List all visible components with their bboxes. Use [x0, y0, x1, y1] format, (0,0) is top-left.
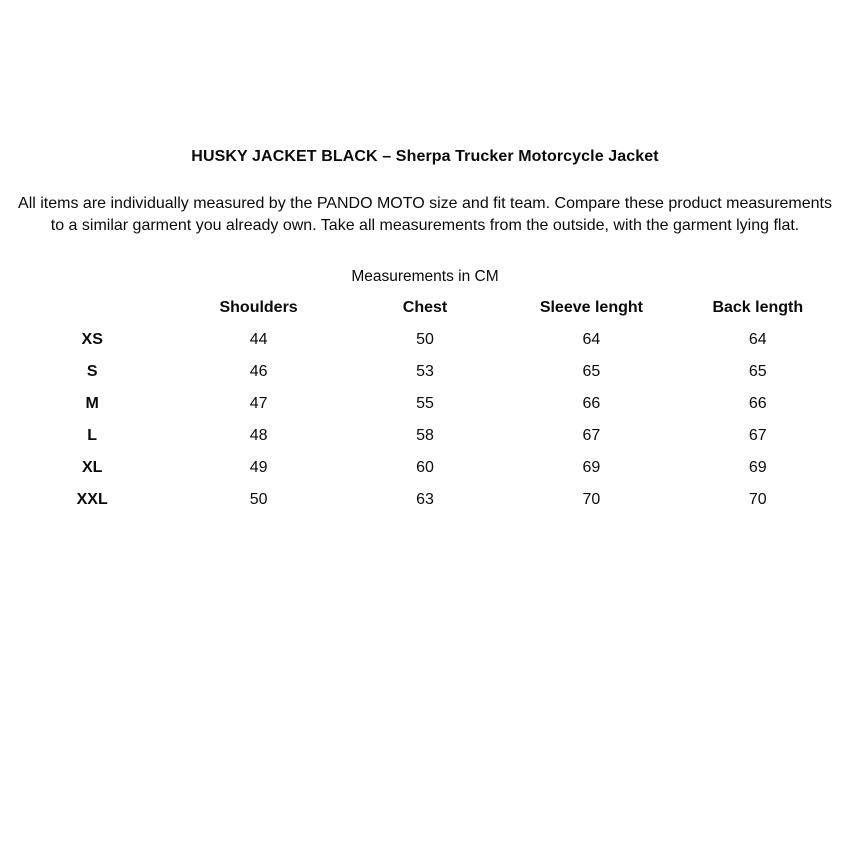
shoulders-value: 44 — [249, 330, 268, 348]
table-row-s — [9, 355, 841, 387]
sleeve-length-value: 67 — [582, 426, 601, 444]
size-table — [9, 291, 841, 515]
table-row-xl — [9, 451, 841, 483]
back-length-value: 65 — [748, 362, 767, 380]
size-label: XXL — [76, 490, 108, 508]
back-length-value: 66 — [748, 394, 767, 412]
back-length-value: 64 — [748, 330, 767, 348]
chest-value: 63 — [416, 490, 434, 508]
chest-value: 60 — [416, 458, 434, 476]
size-label: M — [85, 394, 99, 412]
size-table-header-row — [9, 291, 841, 323]
size-label: XS — [81, 330, 103, 348]
measurement-note: All items are individually measured by the PANDO MOTO size and fit team. Compare these product measurements to a similar garment you already own. Take all measurements from the outside, with the garment lying flat. — [18, 195, 832, 234]
sleeve-length-value: 69 — [582, 458, 601, 476]
shoulders-value: 49 — [249, 458, 268, 476]
chest-value: 58 — [416, 426, 434, 444]
table-row-l — [9, 419, 841, 451]
back-length-value: 70 — [748, 490, 767, 508]
column-header-sleeve-length: Sleeve lenght — [539, 298, 643, 316]
chest-value: 53 — [416, 362, 434, 380]
sleeve-length-value: 66 — [582, 394, 601, 412]
chest-value: 55 — [416, 394, 434, 412]
column-header-back-length: Back length — [712, 298, 804, 316]
table-row-xs — [9, 323, 841, 355]
chest-value: 50 — [416, 330, 434, 348]
sleeve-length-value: 65 — [582, 362, 601, 380]
size-label: XL — [81, 458, 103, 476]
table-row-xxl — [9, 483, 841, 515]
page-title: HUSKY JACKET BLACK – Sherpa Trucker Motorcycle Jacket — [191, 148, 659, 165]
back-length-value: 69 — [748, 458, 767, 476]
column-header-shoulders: Shoulders — [219, 298, 298, 316]
size-label: L — [87, 426, 98, 444]
shoulders-value: 48 — [249, 426, 268, 444]
units-label: Measurements in CM — [351, 268, 499, 285]
column-header-chest: Chest — [402, 298, 448, 316]
shoulders-value: 47 — [249, 394, 268, 412]
back-length-value: 67 — [748, 426, 767, 444]
sleeve-length-value: 64 — [582, 330, 601, 348]
size-label: S — [86, 362, 98, 380]
shoulders-value: 46 — [249, 362, 268, 380]
sleeve-length-value: 70 — [582, 490, 601, 508]
table-row-m — [9, 387, 841, 419]
shoulders-value: 50 — [249, 490, 268, 508]
